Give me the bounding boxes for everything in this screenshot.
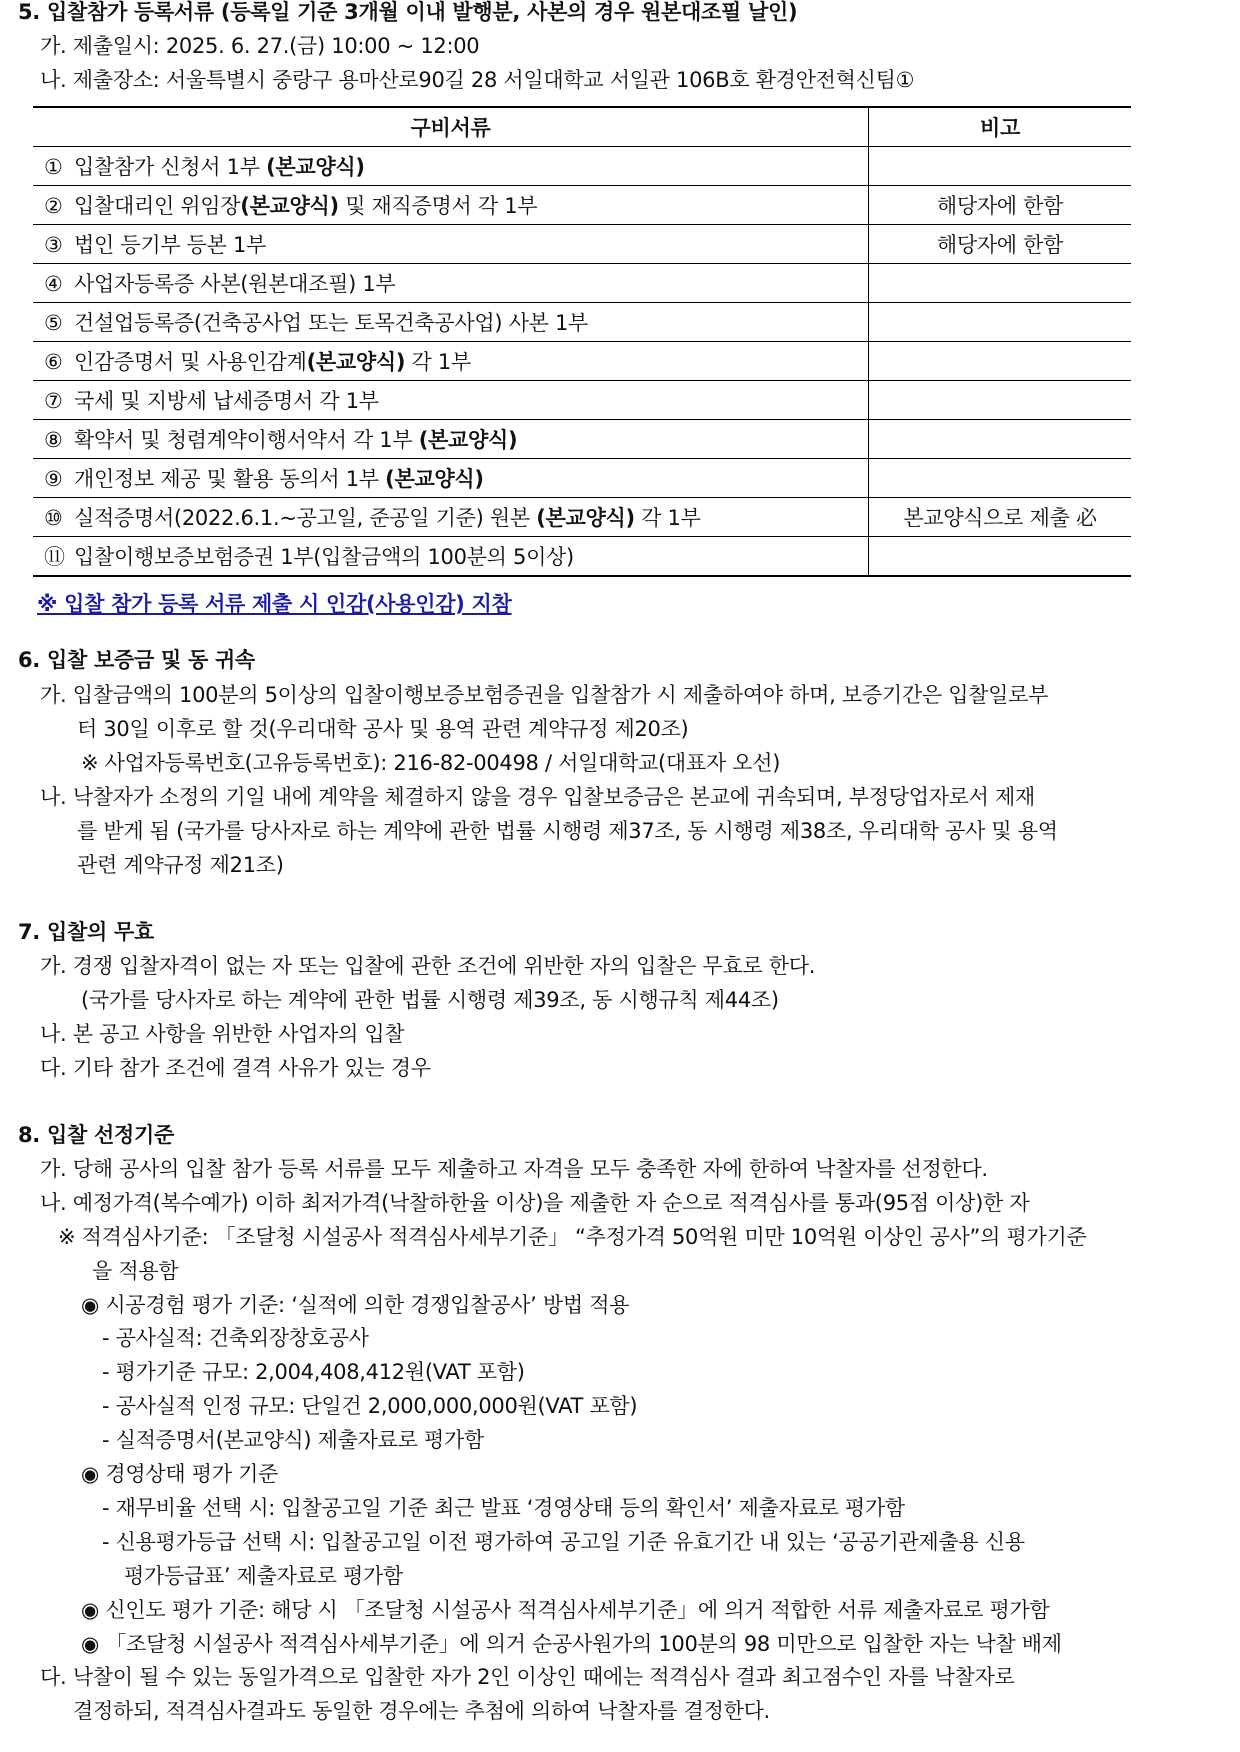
credit-rating-option-line2: 평가등급표’ 제출자료로 평가함 (124, 1564, 403, 1588)
item-text: 사업자등록증 사본(원본대조필) 1부 (74, 272, 396, 296)
item-text: 확약서 및 청렴계약이행서약서 각 1부 (74, 428, 419, 452)
section-6-na-line3: 관련 계약규정 제21조) (77, 853, 284, 877)
item-number: ① (44, 155, 63, 179)
item-remark (869, 147, 1132, 186)
section-8-title: 8. 입찰 선정기준 (18, 1123, 174, 1147)
section-6-na-line1: 나. 낙찰자가 소정의 기일 내에 계약을 체결하지 않을 경우 입찰보증금은 본교에 귀속되며, 부정당업자로서 제재 (40, 785, 1035, 809)
item-remark (869, 420, 1132, 459)
item-text: 인감증명서 및 사용인감계 (74, 350, 307, 374)
item-text-suffix: 및 재직증명서 각 1부 (338, 194, 538, 218)
section-7-ga-line2: (국가를 당사자로 하는 계약에 관한 법률 시행령 제39조, 동 시행규칙 제44조) (81, 988, 779, 1012)
credibility-criteria: ◉ 신인도 평가 기준: 해당 시 「조달청 시설공사 적격심사세부기준」에 의거 적합한 서류 제출자료로 평가함 (81, 1598, 1050, 1622)
col-remarks-header: 비고 (869, 107, 1132, 147)
item-form-tag: (본교양식) (418, 428, 518, 452)
table-row (33, 186, 1131, 225)
item-form-tag: (본교양식) (240, 194, 339, 218)
item-remark (869, 264, 1132, 303)
section-5-note: ※ 입찰 참가 등록 서류 제출 시 인감(사용인감) 지참 (37, 592, 512, 616)
recognized-record-scale: - 공사실적 인정 규모: 단일건 2,000,000,000원(VAT 포함) (102, 1394, 638, 1418)
table-row (33, 381, 1131, 420)
item-remark (869, 303, 1132, 342)
item-number: ④ (44, 272, 63, 296)
section-7-da: 다. 기타 참가 조건에 결격 사유가 있는 경우 (40, 1056, 431, 1080)
item-number: ⑪ (44, 545, 65, 569)
document-item (33, 381, 869, 420)
documents-table (33, 106, 1131, 577)
document-item (33, 498, 869, 537)
financial-ratio-option: - 재무비율 선택 시: 입찰공고일 기준 최근 발표 ‘경영상태 등의 확인서’ 제출자료로 평가함 (102, 1496, 905, 1520)
section-5-title: 5. 입찰참가 등록서류 (등록일 기준 3개월 이내 발행분, 사본의 경우 원본대조필 날인) (18, 0, 798, 24)
management-status-criteria: ◉ 경영상태 평가 기준 (81, 1462, 279, 1486)
table-row (33, 264, 1131, 303)
section-8-ref-line2: 을 적용함 (92, 1259, 179, 1283)
item-number: ⑥ (44, 350, 63, 374)
item-text-suffix: 각 1부 (405, 350, 471, 374)
document-item (33, 264, 869, 303)
section-8-da-line2: 결정하되, 적격심사결과도 동일한 경우에는 추첨에 의하여 낙찰자를 결정한다. (73, 1699, 770, 1723)
credit-rating-option-line1: - 신용평가등급 선택 시: 입찰공고일 이전 평가하여 공고일 기준 유효기간 내 있는 ‘공공기관제출용 신용 (102, 1530, 1025, 1554)
table-row (33, 498, 1131, 537)
item-number: ⑦ (44, 389, 63, 413)
item-number: ⑩ (44, 506, 63, 530)
section-8-ga: 가. 당해 공사의 입찰 참가 등록 서류를 모두 제출하고 자격을 모두 충족한 자에 한하여 낙찰자를 선정한다. (40, 1157, 988, 1181)
table-row (33, 537, 1131, 577)
item-remark: 해당자에 한함 (869, 225, 1132, 264)
item-remark (869, 381, 1132, 420)
section-6-ga-line1: 가. 입찰금액의 100분의 5이상의 입찰이행보증보험증권을 입찰참가 시 제출하여야 하며, 보증기간은 입찰일로부 (40, 683, 1049, 707)
item-text: 개인정보 제공 및 활용 동의서 1부 (74, 467, 386, 491)
item-form-tag: (본교양식) (266, 155, 365, 179)
col-documents-header: 구비서류 (33, 107, 869, 147)
item-form-tag: (본교양식) (385, 467, 484, 491)
construction-experience-criteria: ◉ 시공경험 평가 기준: ‘실적에 의한 경쟁입찰공사’ 방법 적용 (81, 1293, 630, 1317)
item-number: ⑧ (44, 428, 63, 452)
item-form-tag: (본교양식) (306, 350, 406, 374)
record-certificate-note: - 실적증명서(본교양식) 제출자료로 평가함 (102, 1428, 484, 1452)
section-5-ga: 가. 제출일시: 2025. 6. 27.(금) 10:00 ~ 12:00 (40, 34, 480, 58)
section-5-na: 나. 제출장소: 서울특별시 중랑구 용마산로90길 28 서일대학교 서일관 106B호 환경안전혁신팀① (40, 68, 915, 92)
item-remark (869, 537, 1132, 577)
section-8-ref-line1: ※ 적격심사기준: 「조달청 시설공사 적격심사세부기준」 “추정가격 50억원 미만 10억원 이상인 공사”의 평가기준 (58, 1225, 1087, 1249)
document-item (33, 459, 869, 498)
item-number: ⑨ (44, 467, 63, 491)
item-remark: 해당자에 한함 (869, 186, 1132, 225)
item-form-tag: (본교양식) (536, 506, 635, 530)
exclusion-criteria: ◉ 「조달청 시설공사 적격심사세부기준」에 의거 순공사원가의 100분의 98 미만으로 입찰한 자는 낙찰 배제 (81, 1632, 1062, 1656)
item-number: ② (44, 194, 63, 218)
item-text: 입찰대리인 위임장 (74, 194, 241, 218)
table-row (33, 225, 1131, 264)
section-8-na: 나. 예정가격(복수예가) 이하 최저가격(낙찰하한율 이상)을 제출한 자 순으로 적격심사를 통과(95점 이상)한 자 (40, 1191, 1030, 1215)
item-text: 국세 및 지방세 납세증명서 각 1부 (74, 389, 379, 413)
document-item (33, 225, 869, 264)
section-7-title: 7. 입찰의 무효 (18, 920, 154, 944)
document-item (33, 147, 869, 186)
table-row (33, 342, 1131, 381)
document-item (33, 537, 869, 577)
construction-record-type: - 공사실적: 건축외장창호공사 (102, 1326, 369, 1350)
item-text-suffix: 각 1부 (634, 506, 701, 530)
document-item (33, 303, 869, 342)
table-row (33, 147, 1131, 186)
section-6-title: 6. 입찰 보증금 및 동 귀속 (18, 648, 255, 672)
item-number: ③ (44, 233, 63, 257)
item-text: 법인 등기부 등본 1부 (74, 233, 267, 257)
document-item (33, 186, 869, 225)
table-row (33, 420, 1131, 459)
item-number: ⑤ (44, 311, 63, 335)
section-6-ga-line2: 터 30일 이후로 할 것(우리대학 공사 및 용역 관련 계약규정 제20조) (77, 717, 689, 741)
section-8-da-line1: 다. 낙찰이 될 수 있는 동일가격으로 입찰한 자가 2인 이상인 때에는 적격심사 결과 최고점수인 자를 낙찰자로 (40, 1665, 1015, 1689)
section-6-ga-note: ※ 사업자등록번호(고유등록번호): 216-82-00498 / 서일대학교(대표자 오선) (81, 751, 781, 775)
section-7-ga-line1: 가. 경쟁 입찰자격이 없는 자 또는 입찰에 관한 조건에 위반한 자의 입찰은 무효로 한다. (40, 954, 816, 978)
document-item (33, 342, 869, 381)
evaluation-scale: - 평가기준 규모: 2,004,408,412원(VAT 포함) (102, 1360, 525, 1384)
document-item (33, 420, 869, 459)
item-remark (869, 459, 1132, 498)
item-remark (869, 342, 1132, 381)
item-text: 입찰참가 신청서 1부 (74, 155, 267, 179)
item-text: 실적증명서(2022.6.1.~공고일, 준공일 기준) 원본 (74, 506, 537, 530)
table-row (33, 303, 1131, 342)
item-text: 입찰이행보증보험증권 1부(입찰금액의 100분의 5이상) (74, 545, 574, 569)
item-text: 건설업등록증(건축공사업 또는 토목건축공사업) 사본 1부 (74, 311, 589, 335)
section-7-na: 나. 본 공고 사항을 위반한 사업자의 입찰 (40, 1022, 405, 1046)
table-row (33, 459, 1131, 498)
section-6-na-line2: 를 받게 됨 (국가를 당사자로 하는 계약에 관한 법률 시행령 제37조, 동 시행령 제38조, 우리대학 공사 및 용역 (77, 819, 1058, 843)
item-remark: 본교양식으로 제출 必 (869, 498, 1132, 537)
